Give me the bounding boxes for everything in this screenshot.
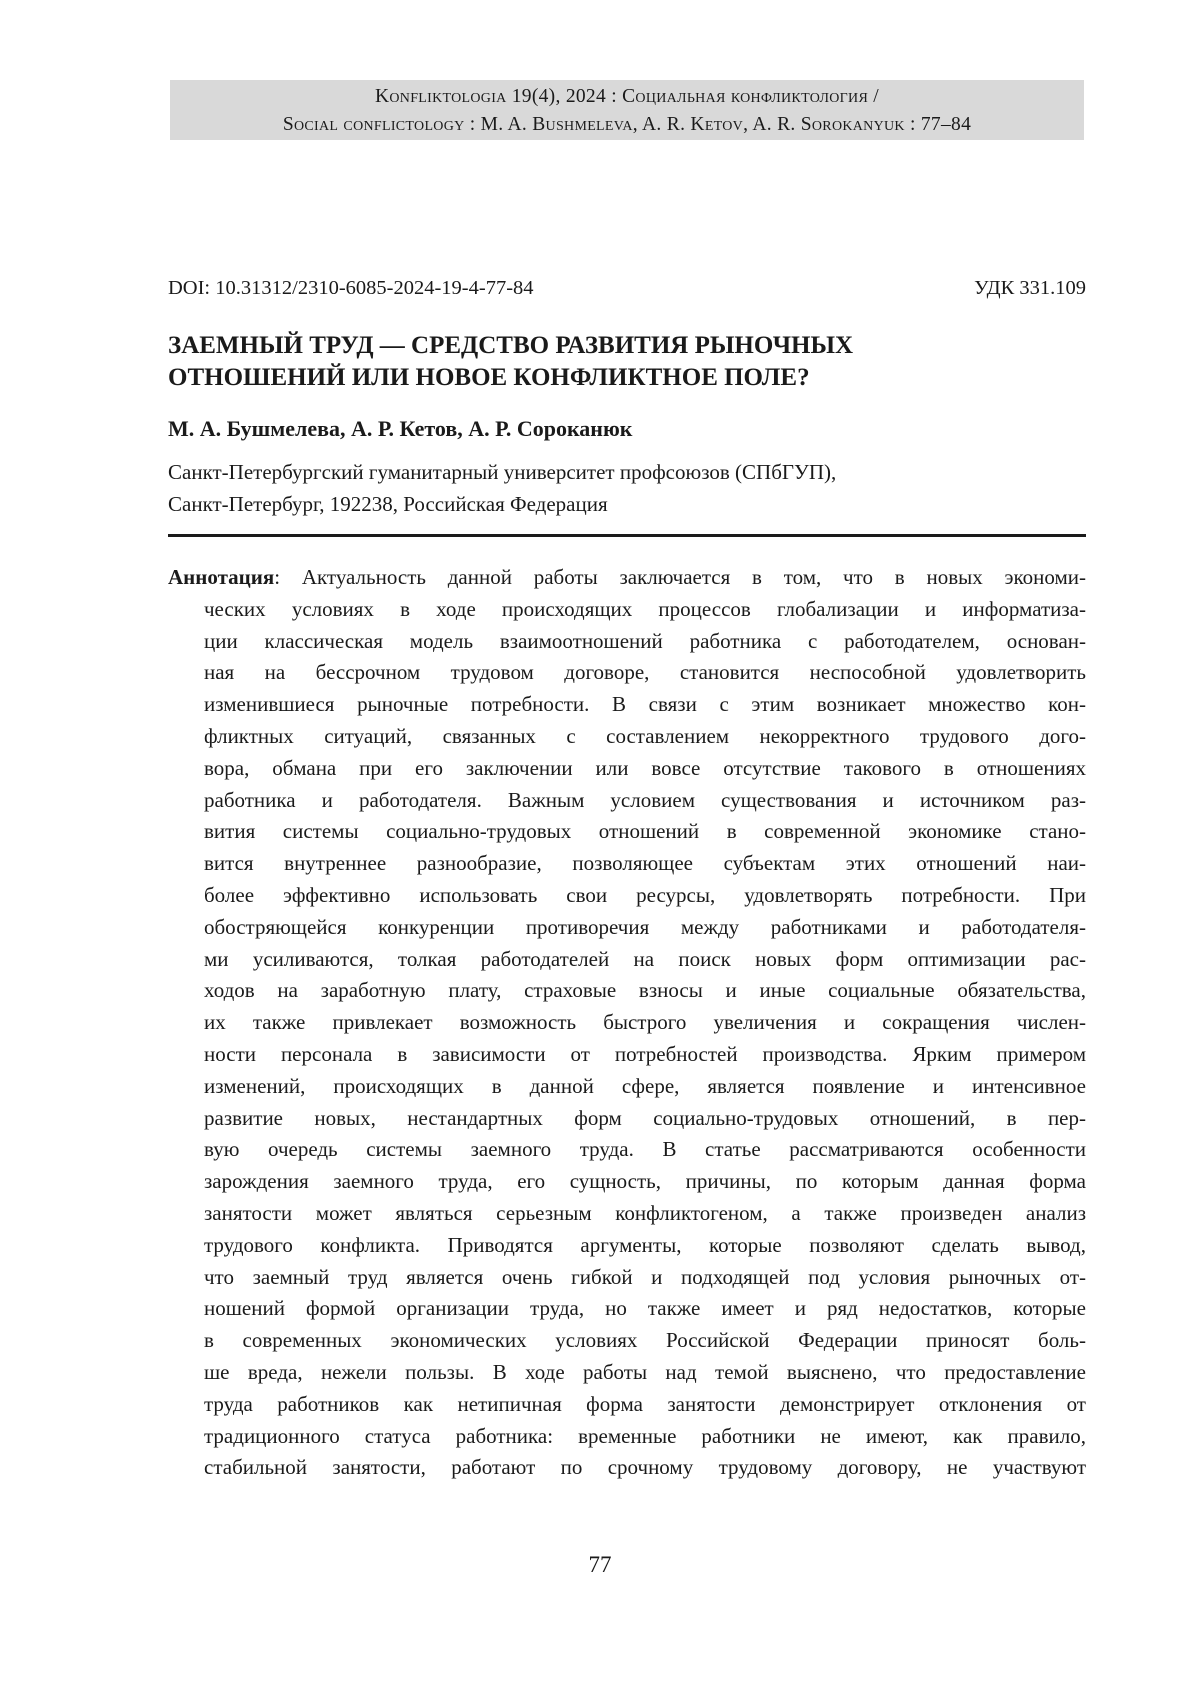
title-line-1: ЗАЕМНЫЙ ТРУД — СРЕДСТВО РАЗВИТИЯ РЫНОЧНЫХ [168, 330, 1086, 362]
abstract-line: изменений, происходящих в данной сфере, является появление и интенсивное [204, 1071, 1086, 1103]
affiliation-line-2: Санкт-Петербург, 192238, Российская Федерация [168, 488, 1086, 520]
abstract-line: вора, обмана при его заключении или вовсе отсутствие такового в отношениях [204, 753, 1086, 785]
title-line-2: ОТНОШЕНИЙ ИЛИ НОВОЕ КОНФЛИКТНОЕ ПОЛЕ? [168, 362, 1086, 394]
abstract-line: обостряющейся конкуренции противоречия между работниками и работодателя- [204, 912, 1086, 944]
authors: М. А. Бушмелева, А. Р. Кетов, А. Р. Сороканюк [168, 414, 632, 444]
abstract-line: труда работников как нетипичная форма занятости демонстрирует отклонения от [204, 1389, 1086, 1421]
affiliation [168, 456, 1086, 520]
section-divider [168, 534, 1086, 537]
running-header-line-1: Konfliktologia 19(4), 2024 : Социальная конфликтология / [170, 83, 1084, 111]
affiliation-line-1: Санкт-Петербургский гуманитарный университет профсоюзов (СПбГУП), [168, 456, 1086, 488]
doi[interactable]: DOI: 10.31312/2310-6085-2024-19-4-77-84 [168, 274, 534, 302]
abstract-line: работника и работодателя. Важным условием существования и источником раз- [204, 785, 1086, 817]
abstract-line: ности персонала в зависимости от потребностей производства. Ярким примером [204, 1039, 1086, 1071]
abstract-line: трудового конфликта. Приводятся аргументы, которые позволяют сделать вывод, [204, 1230, 1086, 1262]
abstract-line: развитие новых, нестандартных форм социально-трудовых отношений, в пер- [204, 1103, 1086, 1135]
abstract-line: стабильной занятости, работают по срочному трудовому договору, не участвуют [204, 1452, 1086, 1484]
abstract [168, 562, 1086, 1484]
abstract-line: ходов на заработную плату, страховые взносы и иные социальные обязательства, [204, 975, 1086, 1007]
abstract-line: изменившиеся рыночные потребности. В связи с этим возникает множество кон- [204, 689, 1086, 721]
abstract-line: что заемный труд является очень гибкой и подходящей под условия рыночных от- [204, 1262, 1086, 1294]
running-header [170, 80, 1084, 140]
abstract-line: зарождения заемного труда, его сущность, причины, по которым данная форма [204, 1166, 1086, 1198]
abstract-label: Аннотация [168, 565, 274, 589]
abstract-line: ми усиливаются, толкая работодателей на поиск новых форм оптимизации рас- [204, 944, 1086, 976]
abstract-line: фликтных ситуаций, связанных с составлением некорректного трудового дого- [204, 721, 1086, 753]
abstract-line [168, 562, 1086, 594]
abstract-line: вую очередь системы заемного труда. В статье рассматриваются особенности [204, 1134, 1086, 1166]
udc-code: УДК 331.109 [974, 274, 1086, 302]
abstract-line: ции классическая модель взаимоотношений работника с работодателем, основан- [204, 626, 1086, 658]
abstract-line: традиционного статуса работника: временные работники не имеют, как правило, [204, 1421, 1086, 1453]
abstract-line: в современных экономических условиях Российской Федерации приносят боль- [204, 1325, 1086, 1357]
abstract-line: ношений формой организации труда, но также имеет и ряд недостатков, которые [204, 1293, 1086, 1325]
page-number: 77 [0, 1552, 1200, 1578]
abstract-line: вития системы социально-трудовых отношений в современной экономике стано- [204, 816, 1086, 848]
abstract-line: ная на бессрочном трудовом договоре, становится неспособной удовлетворить [204, 657, 1086, 689]
abstract-line: более эффективно использовать свои ресурсы, удовлетворять потребности. При [204, 880, 1086, 912]
abstract-line: их также привлекает возможность быстрого увеличения и сокращения числен- [204, 1007, 1086, 1039]
abstract-line: ческих условиях в ходе происходящих процессов глобализации и информатиза- [204, 594, 1086, 626]
article-title [168, 330, 1086, 394]
abstract-line: вится внутреннее разнообразие, позволяющее субъектам этих отношений наи- [204, 848, 1086, 880]
running-header-line-2: Social conflictology : M. A. Bushmeleva, A. R. Ketov, A. R. Sorokanyuk : 77–84 [170, 111, 1084, 139]
abstract-line: ше вреда, нежели пользы. В ходе работы над темой выяснено, что предоставление [204, 1357, 1086, 1389]
abstract-first-line-text: : Актуальность данной работы заключается в том, что в новых экономи- [274, 565, 1086, 589]
abstract-line: занятости может являться серьезным конфликтогеном, а также произведен анализ [204, 1198, 1086, 1230]
